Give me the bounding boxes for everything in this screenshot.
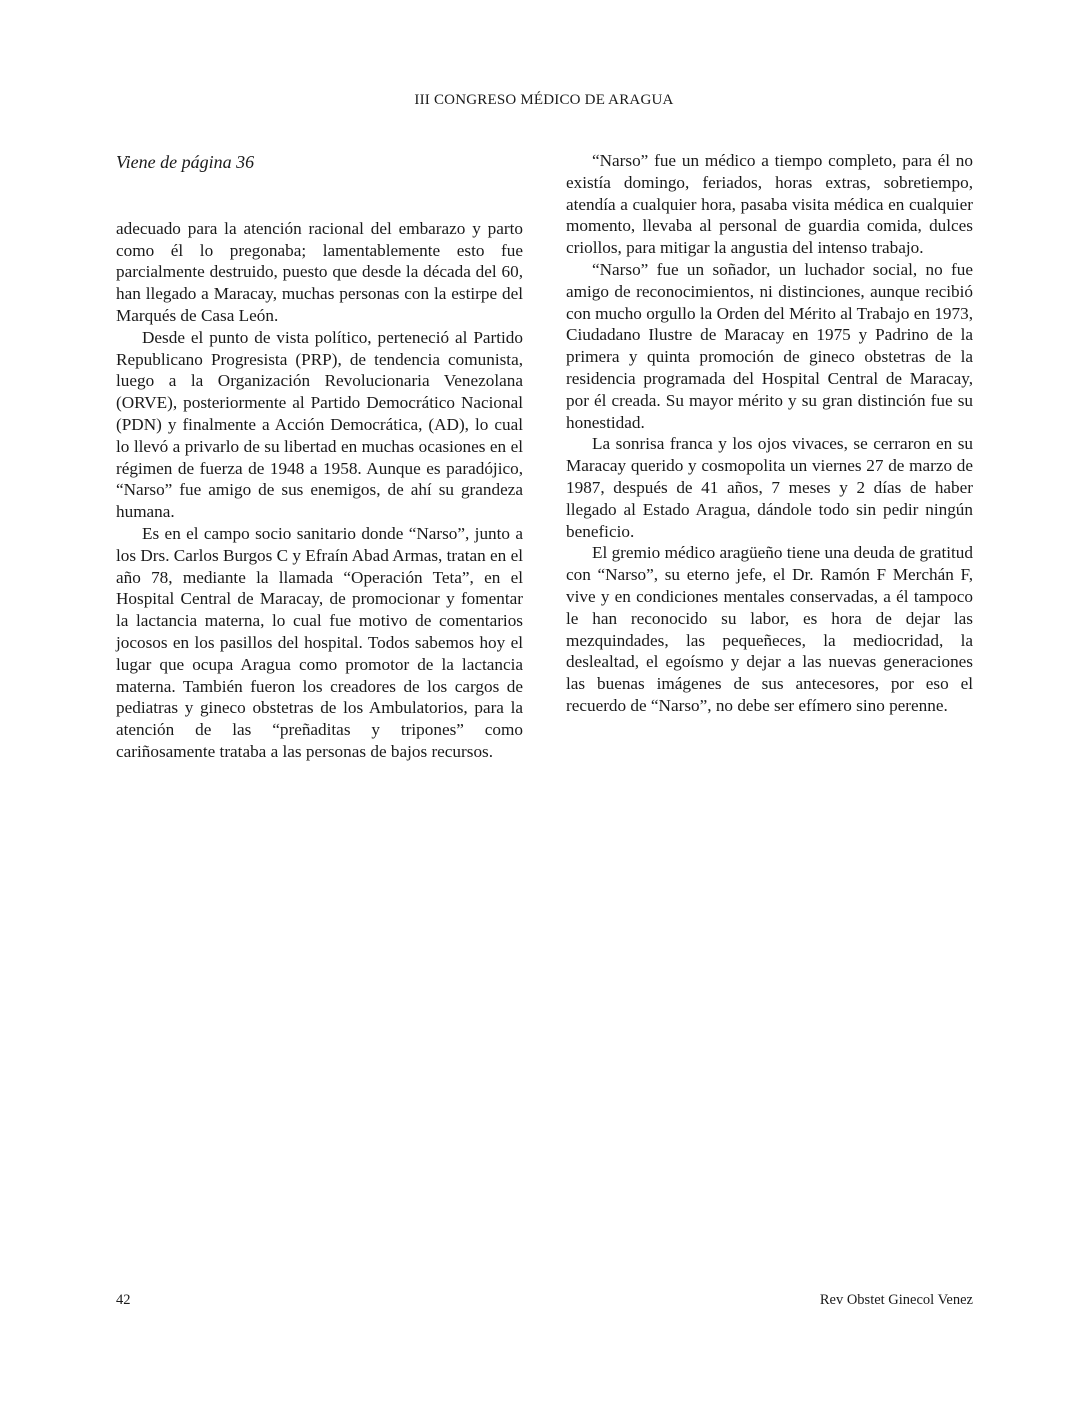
paragraph: Desde el punto de vista político, perteneció al Partido Republicano Progresista (PRP), de tendencia comunista, luego a la Organización Revolucionaria Venezolana (ORVE), posteriormente al Partido Democrático Nacional (PDN) y finalmente a Acción Democrática, (AD), lo cual lo llevó a privarlo de su libertad en muchas ocasiones en el régimen de fuerza de 1948 a 1958. Aunque es paradójico, “Narso” fue amigo de sus enemigos, de ahí su grandeza humana.	[116, 327, 523, 522]
paragraph: El gremio médico aragüeño tiene una deuda de gratitud con “Narso”, su eterno jefe, el Dr. Ramón F Merchán F, vive y en condiciones mentales conservadas, a él tampoco le han reconocido su labor, es hora de dejar las mezquindades, las pequeñeces, la mediocridad, la deslealtad, el egoísmo y dejar a las nuevas generaciones las buenas imágenes de sus antecesores, por eso el recuerdo de “Narso”, no debe ser efímero sino perenne.	[566, 543, 973, 715]
paragraph: La sonrisa franca y los ojos vivaces, se cerraron en su Maracay querido y cosmopolita un viernes 27 de marzo de 1987, después de 41 años, 7 meses y 2 días de haber llegado al Estado Aragua, dándole todo sin pedir ningún beneficio.	[566, 434, 973, 541]
paragraph: adecuado para la atención racional del embarazo y parto como él lo pregonaba; lamentablemente esto fue parcialmente destruido, puesto que desde la década del 60, han llegado a Maracay, muchas personas con la estirpe del Marqués de Casa León.	[116, 218, 523, 325]
page-number: 42	[116, 1292, 131, 1308]
paragraph: Es en el campo socio sanitario donde “Narso”, junto a los Drs. Carlos Burgos C y Efraín Abad Armas, tratan en el año 78, mediante la llamada “Operación Teta”, en el Hospital Central de Maracay, de promocionar y fomentar la lactancia materna, lo cual fue motivo de comentarios jocosos en los pasillos del hospital. Todos sabemos hoy el lugar que ocupa Aragua como promotor de la lactancia materna. También fueron los creadores de los cargos de pediatras y gineco obstetras de los Ambulatorios, para la atención de las “preñaditas y tripones” como cariñosamente trataba a las personas de bajos recursos.	[116, 523, 523, 761]
journal-name: Rev Obstet Ginecol Venez	[819, 1292, 973, 1308]
running-header: III CONGRESO MÉDICO DE ARAGUA	[414, 92, 674, 108]
paragraph: “Narso” fue un médico a tiempo completo, para él no existía domingo, feriados, horas extras, sobretiempo, atendía a cualquier hora, pasaba visita médica en cualquier momento, llevaba al personal de guardia comida, dulces criollos, para mitigar la angustia del intenso trabajo.	[566, 151, 973, 258]
left-column	[116, 150, 523, 763]
paragraph: “Narso” fue un soñador, un luchador social, no fue amigo de reconocimientos, ni distinciones, aunque recibió con mucho orgullo la Orden del Mérito al Trabajo en 1973, Ciudadano Ilustre de Maracay en 1975 y Padrino de la primera y quinta promoción de gineco obstetras de la residencia programada del Hospital Central de Maracay, por él creada. Su mayor mérito y su gran distinción fue su honestidad.	[566, 259, 973, 432]
right-column	[566, 150, 973, 717]
continued-from-note: Viene de página 36	[116, 152, 255, 172]
